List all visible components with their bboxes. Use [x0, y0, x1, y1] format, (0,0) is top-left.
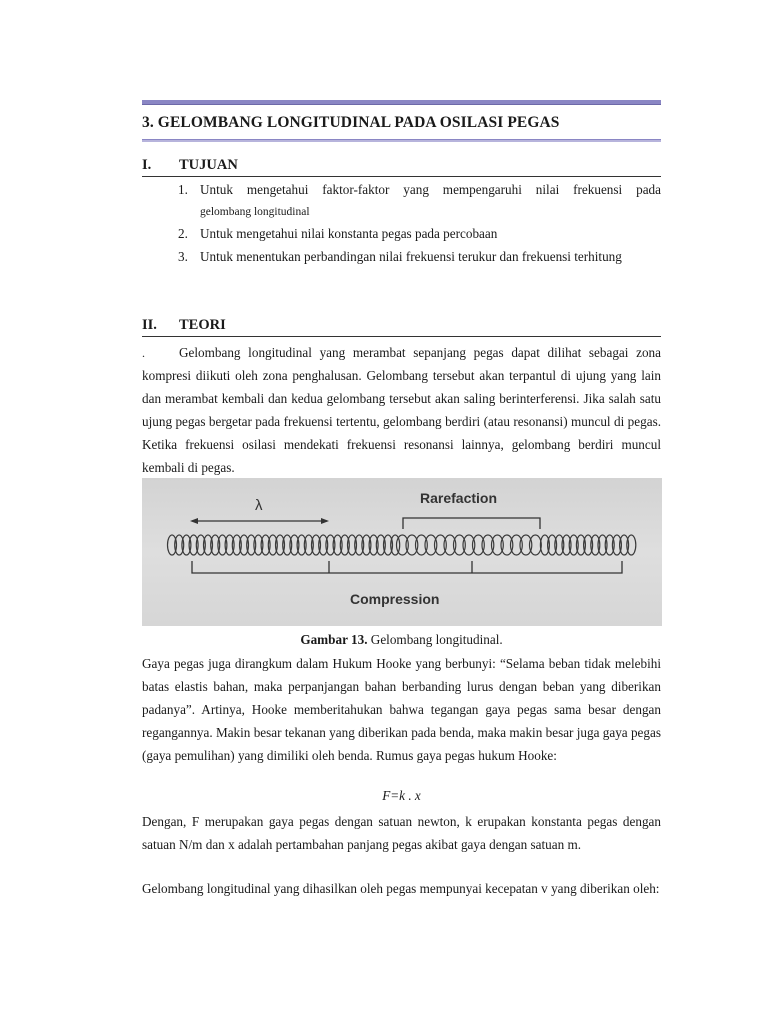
title-block: [142, 100, 661, 142]
list-text: Untuk mengetahui faktor-faktor yang mempengaruhi nilai frekuensi pada: [200, 182, 661, 197]
figure-caption: [142, 632, 661, 648]
arrow-head-left: [190, 518, 198, 524]
list-number: 2.: [178, 226, 188, 241]
section-heading-teori: [142, 317, 661, 337]
lambda-label: λ: [255, 497, 263, 514]
list-item: [178, 245, 661, 268]
compression-bracket: [192, 561, 622, 573]
section-number: II.: [142, 317, 157, 333]
section-number: I.: [142, 157, 152, 173]
spring-diagram: [142, 478, 662, 626]
figure-longitudinal-wave: [142, 478, 662, 626]
page-title: 3. GELOMBANG LONGITUDINAL PADA OSILASI PEGAS: [142, 114, 560, 131]
spring-coils: [168, 535, 636, 555]
list-item: [178, 179, 661, 223]
title-bottom-rule: [142, 139, 661, 142]
section-title: TEORI: [179, 317, 226, 333]
caption-text: Gelombang longitudinal.: [367, 632, 503, 647]
explanation-paragraph: Dengan, F merupakan gaya pegas dengan satuan newton, k erupakan konstanta pegas dengan satuan N/m dan x adalah pertambahan panjang pegas akibat gaya dengan satuan m.: [142, 814, 661, 852]
stray-mark: .: [142, 346, 145, 360]
arrow-head-right: [321, 518, 329, 524]
velocity-paragraph: Gelombang longitudinal yang dihasilkan oleh pegas mempunyai kecepatan v yang diberikan oleh:: [142, 881, 660, 896]
section-heading-tujuan: [142, 157, 661, 177]
list-text: Untuk mengetahui nilai konstanta pegas pada percobaan: [200, 226, 498, 241]
rarefaction-bracket: [403, 518, 540, 529]
theory-paragraph: Gelombang longitudinal yang merambat sepanjang pegas dapat dilihat sebagai zona kompresi diikuti oleh zona penghalusan. Gelombang tersebut akan terpantul di ujung yang lain dan merambat kembali dan kedua gelombang tersebut akan saling berinterferensi. Jika salah satu ujung pegas bergetar pada frekuensi tertentu, gelombang berdiri (atau resonansi) muncul di pegas. Ketika frekuensi osilasi mendekati frekuensi resonansi lainnya, gelombang berdiri muncul kembali di pegas.: [142, 345, 661, 475]
list-text: Untuk menentukan perbandingan nilai frekuensi terukur dan frekuensi terhitung: [200, 249, 622, 264]
list-text-continued: gelombang longitudinal: [200, 206, 310, 218]
rarefaction-label: Rarefaction: [420, 490, 498, 506]
section-title: TUJUAN: [179, 157, 238, 173]
compression-label: Compression: [350, 591, 440, 607]
caption-label: Gambar 13.: [300, 632, 368, 647]
objectives-list: [178, 179, 661, 268]
list-number: 3.: [178, 249, 188, 264]
hooke-paragraph: Gaya pegas juga dirangkum dalam Hukum Hooke yang berbunyi: “Selama beban tidak melebihi batas elastis bahan, maka perpanjangan bahan berbanding lurus dengan beban yang diberikan padanya”. Artinya, Hooke memberitahukan bahwa tegangan gaya pegas sama besar dengan regangannya. Makin besar tekanan yang diberikan pada benda, maka makin besar juga gaya pegas (gaya pemulihan) yang dimiliki oleh benda. Rumus gaya pegas hukum Hooke:: [142, 656, 661, 763]
hooke-formula: F=k . x: [382, 788, 421, 803]
list-item: [178, 223, 661, 245]
list-number: 1.: [178, 182, 188, 197]
